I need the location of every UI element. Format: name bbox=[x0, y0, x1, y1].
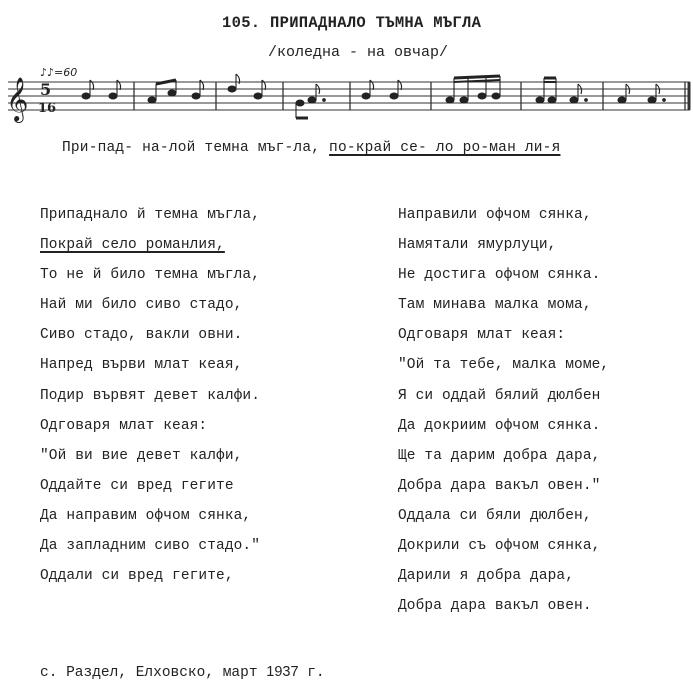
verse-line: "Ой та тебе, малка моме, bbox=[398, 357, 610, 374]
verse-line: Одговаря млат кеая: bbox=[398, 327, 566, 344]
verse-column-right bbox=[398, 200, 609, 621]
verse-line: Не достига офчом сянка. bbox=[398, 267, 601, 284]
verse-line: Оддала си бяли дюлбен, bbox=[398, 507, 592, 524]
verse-line: Да докриим офчом сянка. bbox=[398, 417, 601, 434]
verse-line: Да запладним сиво стадо." bbox=[40, 538, 261, 555]
verse-line: Дарили я добра дара, bbox=[398, 568, 575, 585]
lyrics-start: При-пад- на-лой темна мъг-ла, bbox=[62, 140, 330, 156]
verse-line: Припаднало й темна мъгла, bbox=[40, 207, 261, 223]
verse-line: Напред върви млат кеая, bbox=[40, 357, 243, 374]
verse-line: Да направим офчом сянка, bbox=[40, 507, 252, 524]
verse-line: Добра дара вакъл овен." bbox=[398, 477, 601, 494]
source-suffix: г. bbox=[298, 665, 325, 681]
verse-line: Оддайте си вред гегите bbox=[40, 477, 234, 494]
source-place: с. Раздел, Елховско, март bbox=[40, 665, 267, 681]
tempo-marking: ♪♪=60 bbox=[40, 66, 78, 79]
time-signature-top: 5 bbox=[40, 80, 52, 99]
verse-line: Покрай село романлия, bbox=[40, 237, 225, 254]
song-title: 105. ПРИПАДНАЛО ТЪМНА МЪГЛА bbox=[222, 14, 482, 32]
verse-line: Там минава малка мома, bbox=[398, 297, 592, 314]
treble-clef-icon: 𝄞 bbox=[6, 77, 29, 121]
verse-column-left bbox=[40, 200, 260, 591]
verse-line: Добра дара вакъл овен. bbox=[398, 598, 592, 615]
verse-line: Докрили съ офчом сянка, bbox=[398, 538, 601, 555]
music-lyrics bbox=[62, 140, 560, 156]
verse-line: Ще та дарим добра дара, bbox=[398, 447, 601, 464]
verse-line: Оддали си вред гегите, bbox=[40, 568, 234, 585]
verse-line: Намятали ямурлуци, bbox=[398, 237, 557, 254]
verse-line: Я си оддай бялий дюлбен bbox=[398, 387, 601, 404]
time-signature-bottom: 16 bbox=[38, 101, 57, 116]
lyrics-underlined: по-край се- ло ро-ман ли-я bbox=[329, 140, 561, 156]
verse-line: Направили офчом сянка, bbox=[398, 207, 592, 223]
verse-line: То не й било темна мъгла, bbox=[40, 267, 261, 284]
verse-line: Подир вървят девет калфи. bbox=[40, 387, 261, 404]
verse-line: Сиво стадо, вакли овни. bbox=[40, 327, 243, 344]
source-note bbox=[40, 664, 325, 681]
verse-line: Най ми било сиво стадо, bbox=[40, 297, 243, 314]
music-staff bbox=[0, 62, 693, 132]
verse-line: "Ой ви вие девет калфи, bbox=[40, 447, 243, 464]
verse-line: Одговаря млат кеая: bbox=[40, 417, 208, 434]
source-year: 1937 bbox=[266, 664, 299, 680]
song-subtitle: /коледна - на овчар/ bbox=[268, 44, 449, 61]
